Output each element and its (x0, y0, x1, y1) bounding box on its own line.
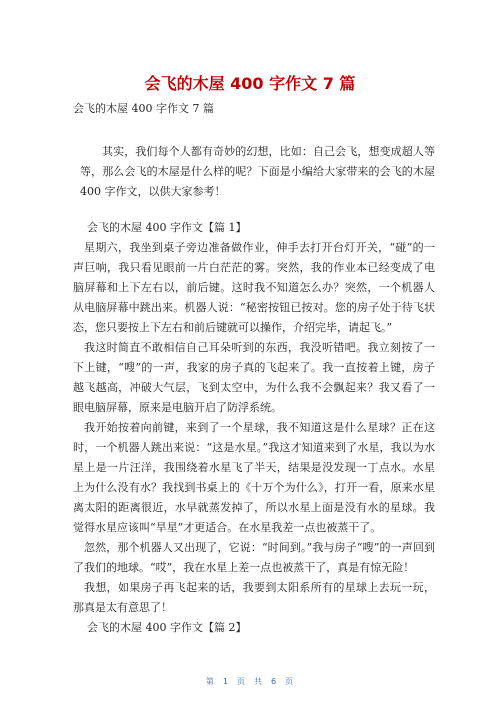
body-paragraph: 忽然，那个机器人又出现了，它说：“时间到。”我与房子“嗖”的一声回到了我们的地球。“哎”，我在水星上差一点也被蒸干了，真是有惊无险！ (73, 541, 435, 574)
intro-paragraph: 其实，我们每个人都有奇妙的幻想，比如：自己会飞，想变成超人等等，那么会飞的木屋是什么样的呢？下面是小编给大家带来的会飞的木屋 400 字作文，以供大家参考！ (80, 145, 435, 198)
footer-total-label: 共 (254, 677, 263, 686)
body-paragraph: 我这时简直不敢相信自己耳朵听到的东西，我没听错吧。我立刻按了一下上键，“嗖”的一声，我家的房子真的飞起来了。我一直按着上键，房子越飞越高，冲破大气层，飞到太空中，为什么我不会飘起来？我又看了一眼电脑屏幕，原来是电脑开启了防浮系统。 (73, 341, 435, 414)
body-paragraph: 星期六，我坐到桌子旁边准备做作业，伸手去打开台灯开关，“碰”的一声巨响，我只看见眼前一片白茫茫的雾。突然，我的作业本已经变成了电脑屏幕和上下左右以，前后键。这时我不知道怎么办？突然，一个机器人从电脑屏幕中跳出来。机器人说：“秘密按钮已按对。您的房子处于待飞状态，您只要按上下左右和前后键就可以操作，介绍完毕，请起飞。” (73, 241, 435, 334)
footer-page-number: 1 (222, 677, 229, 686)
document-title: 会飞的木屋 400 字作文 7 篇 (144, 74, 356, 93)
section-heading: 会飞的木屋 400 字作文【篇 2】 (87, 621, 247, 634)
body-paragraph: 我想，如果房子再飞起来的话，我要到太阳系所有的星球上去玩一玩，那真是太有意思了！ (73, 581, 435, 614)
section-heading: 会飞的木屋 400 字作文【篇 1】 (87, 221, 247, 234)
footer-total-unit: 页 (285, 677, 295, 686)
page-footer (0, 676, 500, 687)
footer-page-label: 第 (205, 677, 215, 686)
footer-total-number: 6 (271, 677, 278, 686)
essay-body (73, 218, 435, 638)
document-subtitle: 会飞的木屋 400 字作文 7 篇 (73, 102, 214, 115)
body-paragraph: 我开始按着向前键，来到了一个星球，我不知道这是什么星球？正在这时，一个机器人跳出来说：“这是水星。”我这才知道来到了水星，我以为水星上是一片汪洋，我围绕着水星飞了半天，结果是没发现一丁点水。水星上为什么没有水？我找到书桌上的《十万个为什么》，打开一看，原来水星离太阳的距离很近，水早就蒸发掉了，所以水星上面是没有水的星球。我觉得水星应该叫“旱星”才更适合。在水星我差一点也被蒸干了。 (73, 421, 435, 534)
footer-page-unit: 页 (237, 677, 246, 686)
